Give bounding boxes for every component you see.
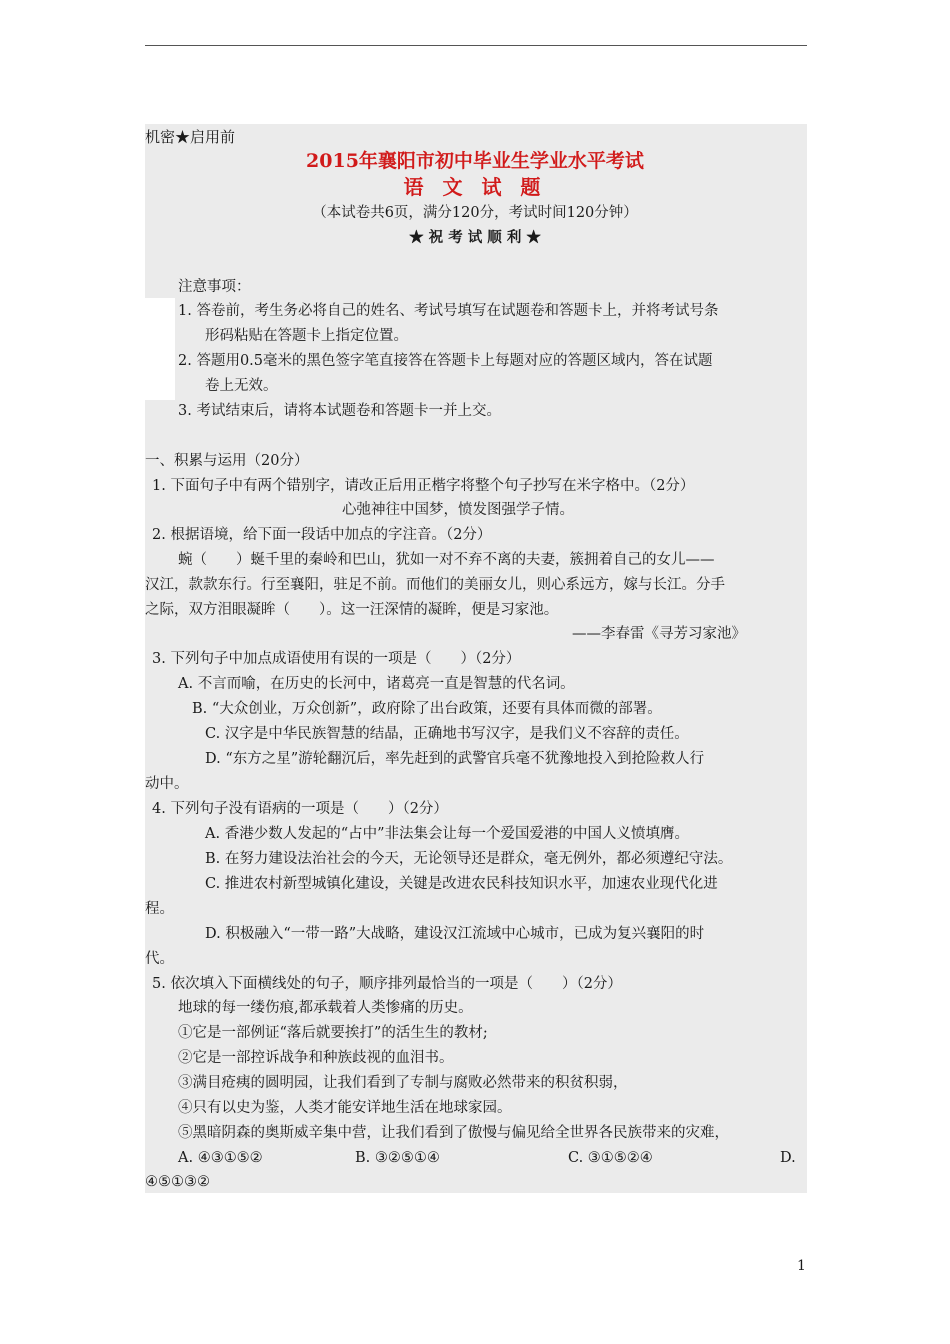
question-5-option-d: ④⑤①③② bbox=[145, 1174, 210, 1190]
question-5-sentence-2: ②它是一部控诉战争和种族歧视的血泪书。 bbox=[178, 1050, 454, 1066]
question-2-passage-3: 之际，双方泪眼凝眸（ ）。这一汪深情的凝眸，便是习家池。 bbox=[145, 602, 559, 618]
notice-item-2: 2. 答题用0.5毫米的黑色签字笔直接答在答题卡上每题对应的答题区域内，答在试题 bbox=[178, 353, 713, 369]
exam-title: 2015年襄阳市初中毕业生学业水平考试 bbox=[306, 150, 644, 172]
question-5-sentence-4: ④只有以史为鉴，人类才能安详地生活在地球家园。 bbox=[178, 1100, 512, 1116]
question-4-option-c: C. 推进农村新型城镇化建设，关键是改进农民科技知识水平，加速农业现代化进 bbox=[205, 876, 718, 892]
exam-info: （本试卷共6页，满分120分，考试时间120分钟） bbox=[312, 205, 638, 221]
page-number: 1 bbox=[797, 1258, 806, 1274]
notice-item-1-cont: 形码粘贴在答题卡上指定位置。 bbox=[205, 328, 408, 344]
question-3-option-d: D. “东方之星”游轮翻沉后，率先赶到的武警官兵毫不犹豫地投入到抢险救人行 bbox=[205, 751, 705, 767]
question-5: 5. 依次填入下面横线处的句子，顺序排列最恰当的一项是（ ）（2分） bbox=[152, 976, 622, 992]
question-4-option-a: A. 香港少数人发起的“占中”非法集会让每一个爱国爱港的中国人义愤填膺。 bbox=[205, 826, 690, 842]
question-5-stem: 地球的每一缕伤痕,都承载着人类惨痛的历史。 bbox=[178, 1000, 473, 1016]
question-3: 3. 下列句子中加点成语使用有误的一项是（ ）（2分） bbox=[152, 651, 521, 667]
question-3-option-b: B. “大众创业，万众创新”，政府除了出台政策，还要有具体而微的部署。 bbox=[192, 701, 662, 717]
question-1: 1. 下面句子中有两个错别字，请改正后用正楷字将整个句子抄写在米字格中。（2分） bbox=[152, 478, 695, 494]
question-3-option-c: C. 汉字是中华民族智慧的结晶，正确地书写汉字，是我们义不容辞的责任。 bbox=[205, 726, 689, 742]
blessing: ★ 祝 考 试 顺 利 ★ bbox=[409, 229, 541, 246]
question-2: 2. 根据语境，给下面一段话中加点的字注音。（2分） bbox=[152, 527, 492, 543]
question-4: 4. 下列句子没有语病的一项是（ ）（2分） bbox=[152, 801, 448, 817]
question-2-source: ——李春雷《寻芳习家池》 bbox=[572, 626, 746, 642]
subject-title: 语 文 试 题 bbox=[403, 175, 547, 199]
notice-item-1: 1. 答卷前，考生务必将自己的姓名、考试号填写在试题卷和答题卡上，并将考试号条 bbox=[178, 303, 719, 319]
section-heading: 一、积累与运用（20分） bbox=[145, 453, 309, 469]
notice-heading: 注意事项： bbox=[178, 279, 251, 295]
question-2-passage-2: 汉江，款款东行。行至襄阳，驻足不前。而他们的美丽女儿，则心系远方，嫁与长江。分手 bbox=[145, 577, 725, 593]
question-2-passage-1: 蜿（ ）蜒千里的秦岭和巴山，犹如一对不弃不离的夫妻，簇拥着自己的女儿—— bbox=[178, 552, 715, 568]
question-5-option-d-label: D. bbox=[780, 1150, 796, 1166]
question-4-option-b: B. 在努力建设法治社会的今天，无论领导还是群众，毫无例外，都必须遵纪守法。 bbox=[205, 851, 733, 867]
question-4-option-d: D. 积极融入“一带一路”大战略，建设汉江流域中心城市，已成为复兴襄阳的时 bbox=[205, 926, 705, 942]
confidential-label: 机密★启用前 bbox=[145, 128, 236, 146]
notice-item-3: 3. 考试结束后，请将本试题卷和答题卡一并上交。 bbox=[178, 403, 501, 419]
question-5-sentence-5: ⑤黑暗阴森的奥斯威辛集中营，让我们看到了傲慢与偏见给全世界各民族带来的灾难， bbox=[178, 1125, 729, 1141]
question-5-sentence-1: ①它是一部例证“落后就要挨打”的活生生的教材; bbox=[178, 1025, 488, 1041]
question-1-sentence: 心弛神往中国梦，愤发图强学子情。 bbox=[342, 502, 574, 518]
notice-item-2-cont: 卷上无效。 bbox=[205, 378, 278, 394]
question-4-option-c-cont: 程。 bbox=[145, 901, 174, 917]
question-5-sentence-3: ③满目疮痍的圆明园，让我们看到了专制与腐败必然带来的积贫积弱， bbox=[178, 1075, 628, 1091]
question-4-option-d-cont: 代。 bbox=[145, 951, 174, 967]
question-5-option-a: A. ④③①⑤② bbox=[178, 1150, 263, 1166]
question-5-option-c: C. ③①⑤②④ bbox=[568, 1150, 653, 1166]
question-3-option-a: A. 不言而喻，在历史的长河中，诸葛亮一直是智慧的代名词。 bbox=[178, 676, 575, 692]
question-3-option-d-cont: 动中。 bbox=[145, 776, 189, 792]
question-5-option-b: B. ③②⑤①④ bbox=[355, 1150, 440, 1166]
header-rule bbox=[145, 45, 807, 46]
